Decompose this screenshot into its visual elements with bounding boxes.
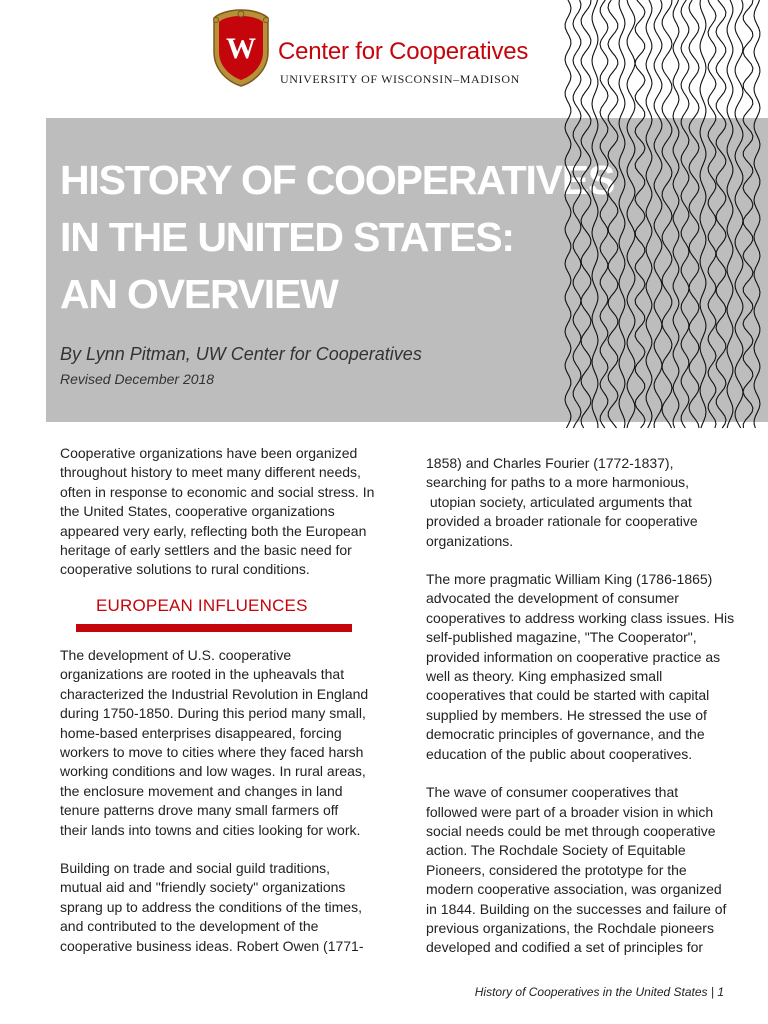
uw-crest-logo: [210, 8, 272, 88]
text-line: home-based enterprises disappeared, forcing: [60, 724, 342, 741]
text-line: during 1750-1850. During this period many small,: [60, 705, 366, 722]
text-line: democratic principles of governance, and the: [426, 726, 705, 743]
text-line: action. The Rochdale Society of Equitable: [426, 842, 686, 859]
right-body: [426, 454, 756, 958]
text-line: The wave of consumer cooperatives that: [426, 784, 679, 801]
text-line: mutual aid and "friendly society" organizations: [60, 879, 346, 896]
left-body: [60, 646, 390, 956]
text-line: organizations.: [426, 532, 514, 549]
section-divider: [76, 624, 352, 632]
org-name: Center for Cooperatives: [278, 38, 529, 65]
text-line: throughout history to meet many different needs,: [60, 464, 361, 481]
text-line: the enclosure movement and changes in land: [60, 782, 343, 799]
text-line: Building on trade and social guild traditions,: [60, 860, 331, 877]
text-line: Pioneers, considered the prototype for the: [426, 861, 687, 878]
text-line: cooperative solutions to rural conditions.: [60, 561, 310, 578]
text-line: utopian society, articulated arguments that: [426, 493, 692, 510]
text-line: self-published magazine, "The Cooperator",: [426, 629, 697, 646]
text-line: characterized the Industrial Revolution in England: [60, 685, 369, 702]
page-footer: History of Cooperatives in the United States | 1: [474, 985, 724, 999]
text-line: and contributed to the development of the: [60, 918, 319, 935]
text-line: The more pragmatic William King (1786-1865): [426, 571, 713, 588]
text-line: in 1844. Building on the successes and failure of: [426, 900, 727, 917]
text-line: social needs could be met through cooperative: [426, 822, 716, 839]
text-line: previous organizations, the Rochdale pioneers: [426, 919, 714, 936]
text-line: well as theory. King emphasized small: [426, 668, 663, 685]
title-line: IN THE UNITED STATES:: [60, 214, 514, 260]
header: [0, 0, 768, 118]
section-heading: EUROPEAN INFLUENCES: [96, 596, 308, 615]
byline: By Lynn Pitman, UW Center for Cooperatives: [60, 344, 422, 364]
text-line: heritage of early settlers and the basic need for: [60, 542, 352, 559]
text-line: developed and codified a set of principles for: [426, 939, 704, 956]
svg-text:W: W: [226, 32, 256, 65]
text-line: tenure patterns drove many small farmers off: [60, 802, 339, 819]
text-line: provided a broader rationale for cooperative: [426, 513, 698, 530]
text-line: advocated the development of consumer: [426, 590, 679, 607]
text-line: The development of U.S. cooperative: [60, 647, 292, 663]
text-line: provided information on cooperative practice as: [426, 648, 721, 665]
text-line: cooperative business ideas. Robert Owen (1771-: [60, 937, 364, 954]
text-line: often in response to economic and social stress. In: [60, 483, 375, 500]
text-line: the United States, cooperative organizations: [60, 503, 335, 520]
intro-paragraph: [60, 444, 390, 580]
text-line: appeared very early, reflecting both the European: [60, 522, 367, 539]
text-line: organizations are rooted in the upheavals that: [60, 666, 345, 683]
revised-date: Revised December 2018: [60, 371, 215, 387]
page-title: [60, 152, 700, 323]
text-line: sprang up to address the conditions of the times,: [60, 898, 362, 915]
text-line: cooperatives to address working class issues. His: [426, 609, 735, 626]
text-line: working conditions and low wages. In rural areas,: [60, 763, 366, 780]
title-line: HISTORY OF COOPERATIVES: [60, 157, 615, 203]
text-line: education of the public about cooperatives.: [426, 745, 693, 762]
text-line: Cooperative organizations have been organized: [60, 445, 358, 461]
org-subtitle: UNIVERSITY OF WISCONSIN–MADISON: [280, 72, 520, 86]
title-line: AN OVERVIEW: [60, 271, 338, 317]
text-line: searching for paths to a more harmonious,: [426, 474, 690, 491]
text-line: modern cooperative association, was organized: [426, 881, 722, 898]
text-line: supplied by members. He stressed the use of: [426, 706, 707, 723]
text-line: workers to move to cities where they faced harsh: [60, 744, 364, 761]
text-line: cooperatives that could be started with capital: [426, 687, 710, 704]
title-banner: [46, 118, 768, 422]
text-line: 1858) and Charles Fourier (1772-1837),: [426, 455, 674, 471]
text-line: followed were part of a broader vision in which: [426, 803, 714, 820]
text-line: their lands into towns and cities looking for work.: [60, 821, 361, 838]
